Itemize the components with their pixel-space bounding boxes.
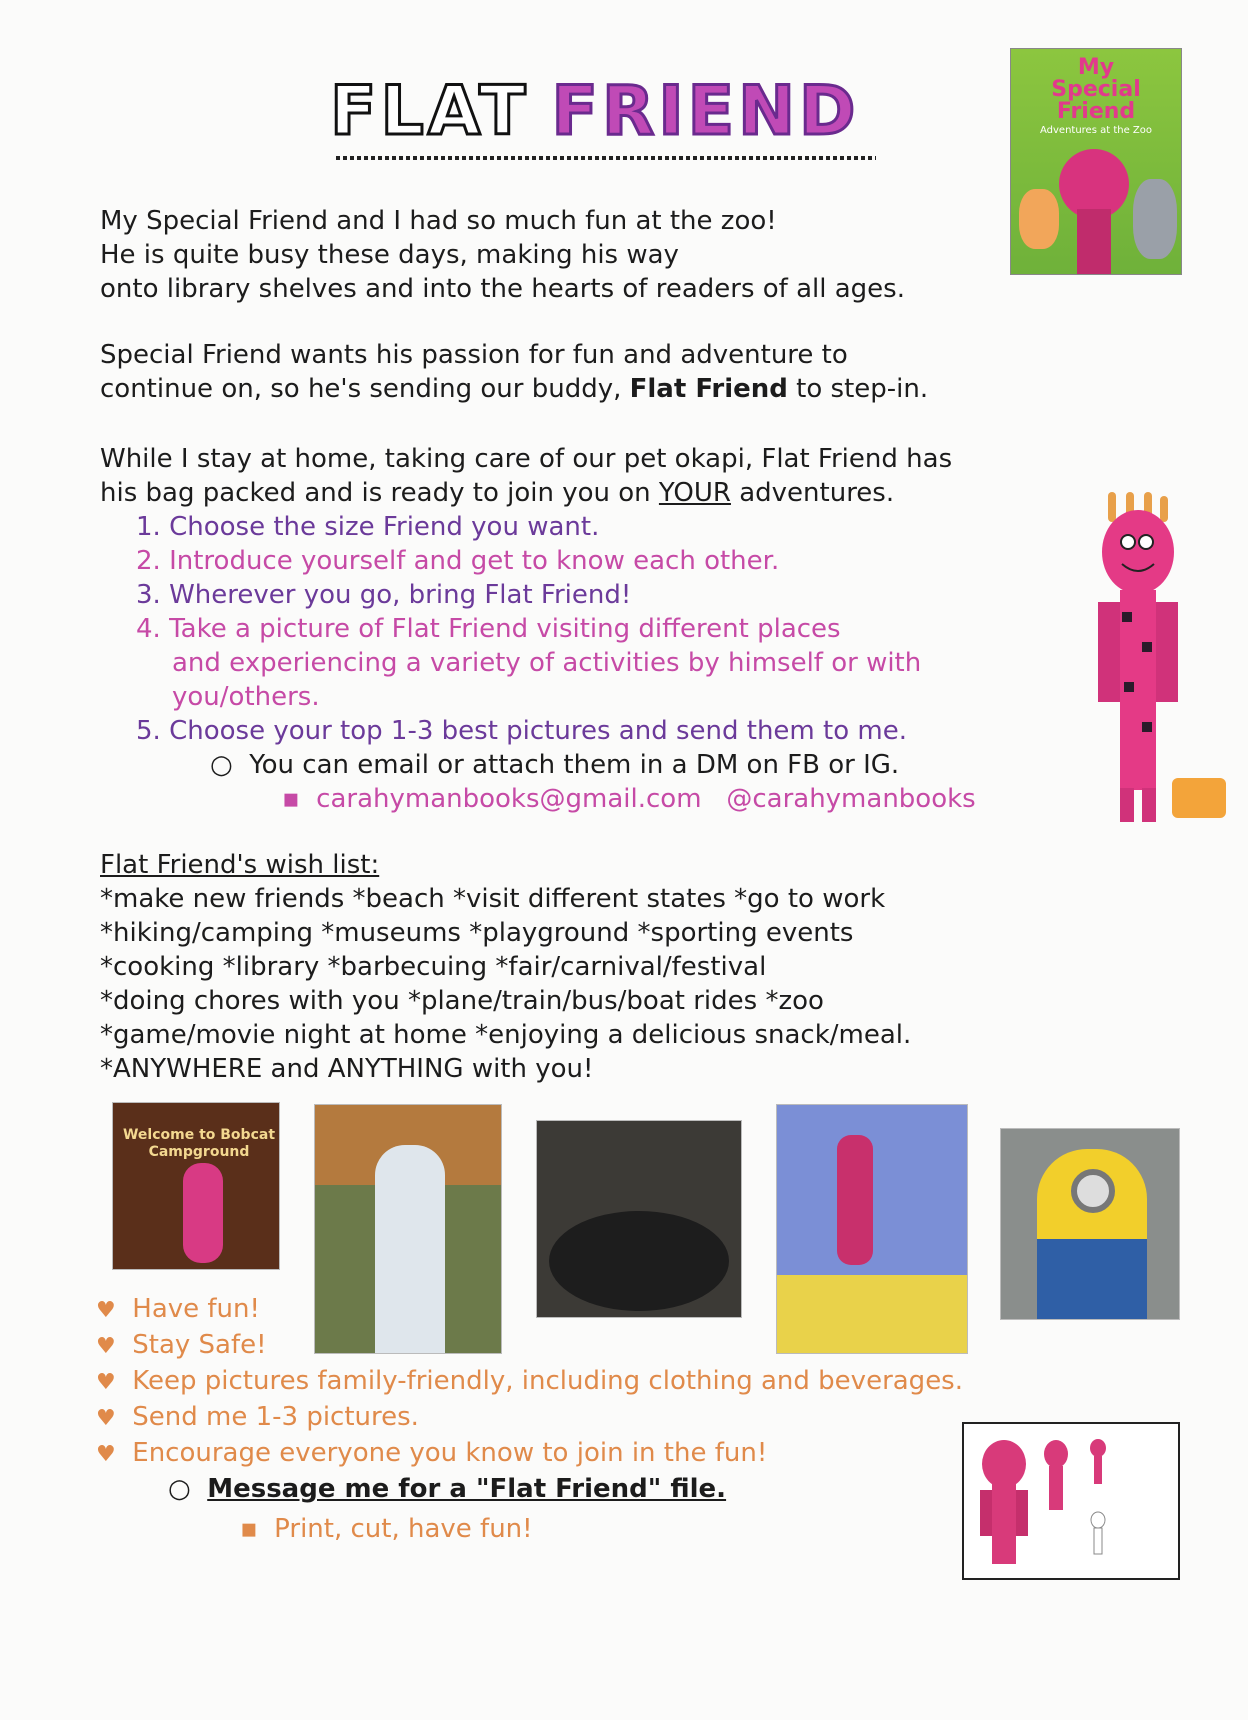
title-underline: [336, 156, 876, 160]
rule-text: Encourage everyone you know to join in the fun!: [132, 1438, 768, 1468]
contact-links: [282, 782, 976, 816]
contact-sub: [210, 748, 899, 782]
book-cover-friend-body: [1077, 209, 1111, 274]
para2-text: to step-in.: [787, 374, 929, 404]
wishlist-heading: Flat Friend's wish list:: [100, 850, 380, 880]
para3-text: adventures.: [730, 478, 895, 508]
rule-item: [96, 1292, 260, 1328]
step-item-cont: and experiencing a variety of activities by himself or with: [172, 648, 922, 678]
heart-icon: ♥: [96, 1406, 116, 1431]
wishlist-line: *make new friends *beach *visit different states *go to work: [100, 884, 886, 914]
your-underlined: YOUR: [658, 478, 731, 508]
step-item: 2. Introduce yourself and get to know each other.: [136, 546, 780, 576]
book-title-line: My: [1077, 55, 1115, 80]
page-title: [330, 72, 859, 151]
message-text: Message me for a "Flat Friend" file.: [207, 1474, 727, 1504]
heart-icon: ♥: [96, 1298, 116, 1323]
rule-text: Have fun!: [132, 1294, 260, 1324]
photo-slide: [314, 1104, 502, 1354]
minion-goggle: [1071, 1169, 1115, 1213]
book-cover-subtitle: Adventures at the Zoo: [1039, 125, 1153, 136]
wishlist-line: *ANYWHERE and ANYTHING with you!: [100, 1054, 594, 1084]
para3-line: [100, 476, 894, 510]
title-word-friend: FRIEND: [551, 72, 860, 151]
rule-item: [96, 1400, 419, 1436]
intro-line: onto library shelves and into the hearts of readers of all ages.: [100, 274, 905, 304]
rule-text: Keep pictures family-friendly, including clothing and beverages.: [132, 1366, 963, 1396]
wishlist-line: *game/movie night at home *enjoying a delicious snack/meal.: [100, 1020, 912, 1050]
step-item: 3. Wherever you go, bring Flat Friend!: [136, 580, 632, 610]
flat-friend-medium: [1044, 1440, 1068, 1510]
heart-icon: ♥: [96, 1334, 116, 1359]
flat-friend-outline: [1091, 1512, 1105, 1554]
rule-text: Stay Safe!: [132, 1330, 267, 1360]
step-item: 1. Choose the size Friend you want.: [136, 512, 600, 542]
intro-line: He is quite busy these days, making his way: [100, 240, 679, 270]
book-title-line: Friend: [1056, 99, 1136, 124]
flat-friend-figure: [1098, 492, 1180, 822]
photo-minion: [1000, 1128, 1180, 1320]
intro-line: My Special Friend and I had so much fun at the zoo!: [100, 206, 777, 236]
para3-line: While I stay at home, taking care of our pet okapi, Flat Friend has: [100, 444, 953, 474]
wishlist-line: *cooking *library *barbecuing *fair/carnival/festival: [100, 952, 767, 982]
firepit: [549, 1211, 729, 1311]
flat-friend-large: [980, 1440, 1028, 1564]
playground-slide: [375, 1145, 445, 1354]
social-handle-link[interactable]: @carahymanbooks: [726, 784, 976, 814]
minion-overalls: [1037, 1239, 1147, 1319]
title-word-flat: FLAT: [330, 72, 530, 151]
email-link[interactable]: carahymanbooks@gmail.com: [316, 784, 702, 814]
step-item-cont: you/others.: [172, 682, 320, 712]
campground-sign-text: Welcome to Bobcat Campground: [122, 1127, 276, 1160]
square-bullet-icon: ▪: [240, 1514, 275, 1544]
suitcase-icon: [1172, 778, 1226, 818]
rule-item: [96, 1364, 963, 1400]
dollhouse-floor: [777, 1275, 967, 1353]
flat-friend-cutout: [837, 1135, 873, 1265]
book-cover-title: [1011, 57, 1181, 123]
rule-item: [96, 1436, 767, 1472]
book-cover-image: [1010, 48, 1182, 275]
book-cover-elephant: [1133, 179, 1177, 259]
step-item: 4. Take a picture of Flat Friend visiting different places: [136, 614, 841, 644]
wishlist-line: *hiking/camping *museums *playground *sporting events: [100, 918, 854, 948]
para2-line: [100, 372, 928, 406]
message-sub: [240, 1512, 533, 1546]
book-cover-character: [1019, 189, 1059, 249]
photo-dollhouse: [776, 1104, 968, 1354]
flat-friend-cutout: [183, 1163, 223, 1263]
para2-line: Special Friend wants his passion for fun and adventure to: [100, 340, 848, 370]
message-sub-text: Print, cut, have fun!: [274, 1514, 533, 1544]
contact-sub-text: You can email or attach them in a DM on FB or IG.: [249, 750, 900, 780]
message-line: [168, 1472, 726, 1506]
flat-friend-bold: Flat Friend: [629, 374, 788, 404]
para3-text: his bag packed and is ready to join you on: [100, 478, 659, 508]
photo-campground: [112, 1102, 280, 1270]
heart-icon: ♥: [96, 1442, 116, 1467]
step-item: 5. Choose your top 1-3 best pictures and send them to me.: [136, 716, 907, 746]
flat-friend-small: [1090, 1439, 1106, 1484]
wishlist-line: *doing chores with you *plane/train/bus/boat rides *zoo: [100, 986, 824, 1016]
circle-bullet-icon: ○: [168, 1474, 208, 1504]
circle-bullet-icon: ○: [210, 750, 250, 780]
rule-text: Send me 1-3 pictures.: [132, 1402, 419, 1432]
photo-firepit: [536, 1120, 742, 1318]
heart-icon: ♥: [96, 1370, 116, 1395]
rule-item: [96, 1328, 267, 1364]
square-bullet-icon: ▪: [282, 784, 317, 814]
book-title-line: Special: [1051, 77, 1141, 102]
flat-friend-sizes-box: [962, 1422, 1180, 1580]
para2-text: continue on, so he's sending our buddy,: [100, 374, 630, 404]
